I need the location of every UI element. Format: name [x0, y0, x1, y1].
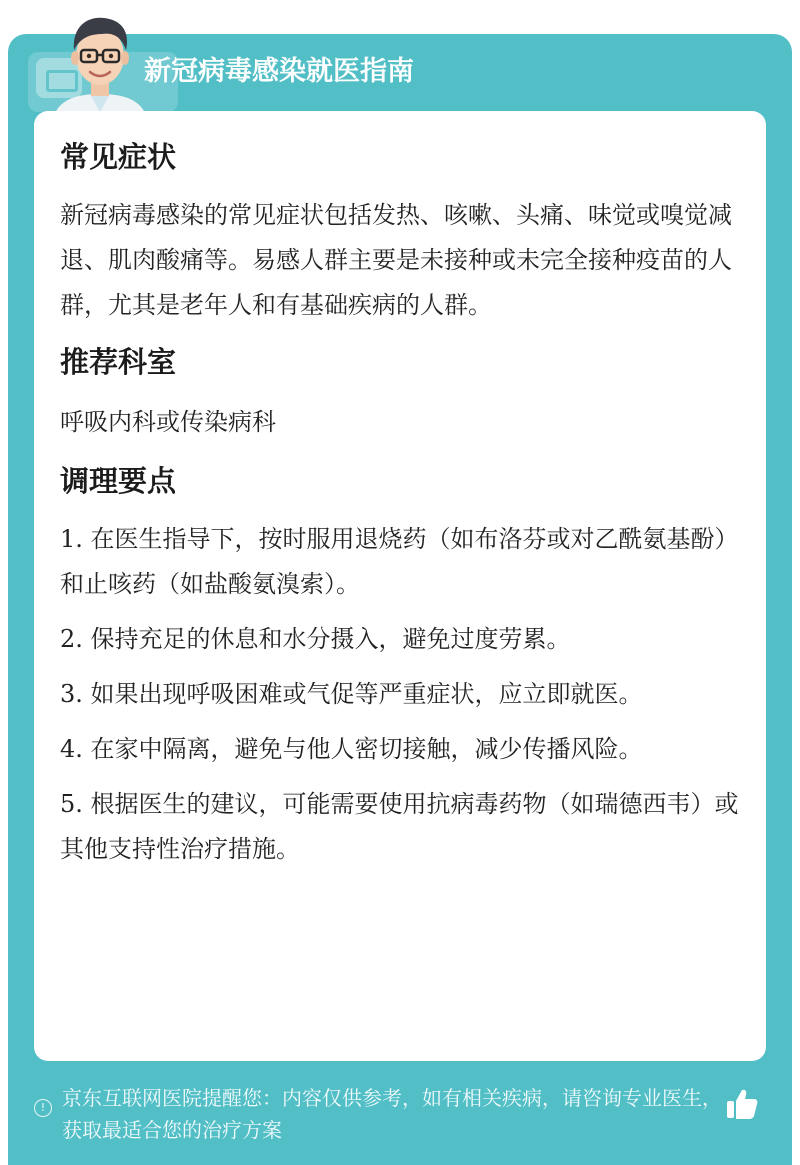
footer-text: 京东互联网医院提醒您：内容仅供参考，如有相关疾病，请咨询专业医生，获取最适合您的治疗方案: [62, 1086, 722, 1142]
symptoms-heading: 常见症状: [60, 140, 177, 174]
department-text: 呼吸内科或传染病科: [60, 408, 276, 436]
care-item-number: 5.: [60, 790, 83, 818]
care-item-number: 4.: [60, 735, 83, 763]
care-item-text: 保持充足的休息和水分摄入，避免过度劳累。: [90, 625, 571, 653]
care-item: [60, 782, 740, 872]
card-content: [60, 133, 740, 882]
care-item-text: 如果出现呼吸困难或气促等严重症状，应立即就医。: [90, 680, 643, 708]
care-heading: 调理要点: [60, 464, 177, 498]
care-item-number: 2.: [60, 625, 83, 653]
care-list: [60, 517, 740, 872]
care-item-number: 1.: [60, 525, 83, 553]
thumbs-up-icon[interactable]: [724, 1086, 760, 1122]
info-icon: !: [34, 1099, 52, 1117]
care-item-text: 在医生指导下，按时服用退烧药（如布洛芬或对乙酰氨基酚）和止咳药（如盐酸氨溴索）。: [60, 525, 739, 598]
page-title: 新冠病毒感染就医指南: [144, 56, 414, 87]
content-card: [34, 111, 766, 1061]
department-heading: 推荐科室: [60, 345, 177, 379]
care-item-number: 3.: [60, 680, 83, 708]
care-item: [60, 727, 740, 772]
care-item: [60, 617, 740, 662]
care-item-text: 在家中隔离，避免与他人密切接触，减少传播风险。: [90, 735, 643, 763]
care-item: [60, 517, 740, 607]
care-item-text: 根据医生的建议，可能需要使用抗病毒药物（如瑞德西韦）或其他支持性治疗措施。: [60, 790, 739, 863]
care-item: [60, 672, 740, 717]
symptoms-text: 新冠病毒感染的常见症状包括发热、咳嗽、头痛、味觉或嗅觉减退、肌肉酸痛等。易感人群主要是未接种或未完全接种疫苗的人群，尤其是老年人和有基础疾病的人群。: [60, 201, 732, 319]
doctor-avatar: [44, 10, 156, 125]
